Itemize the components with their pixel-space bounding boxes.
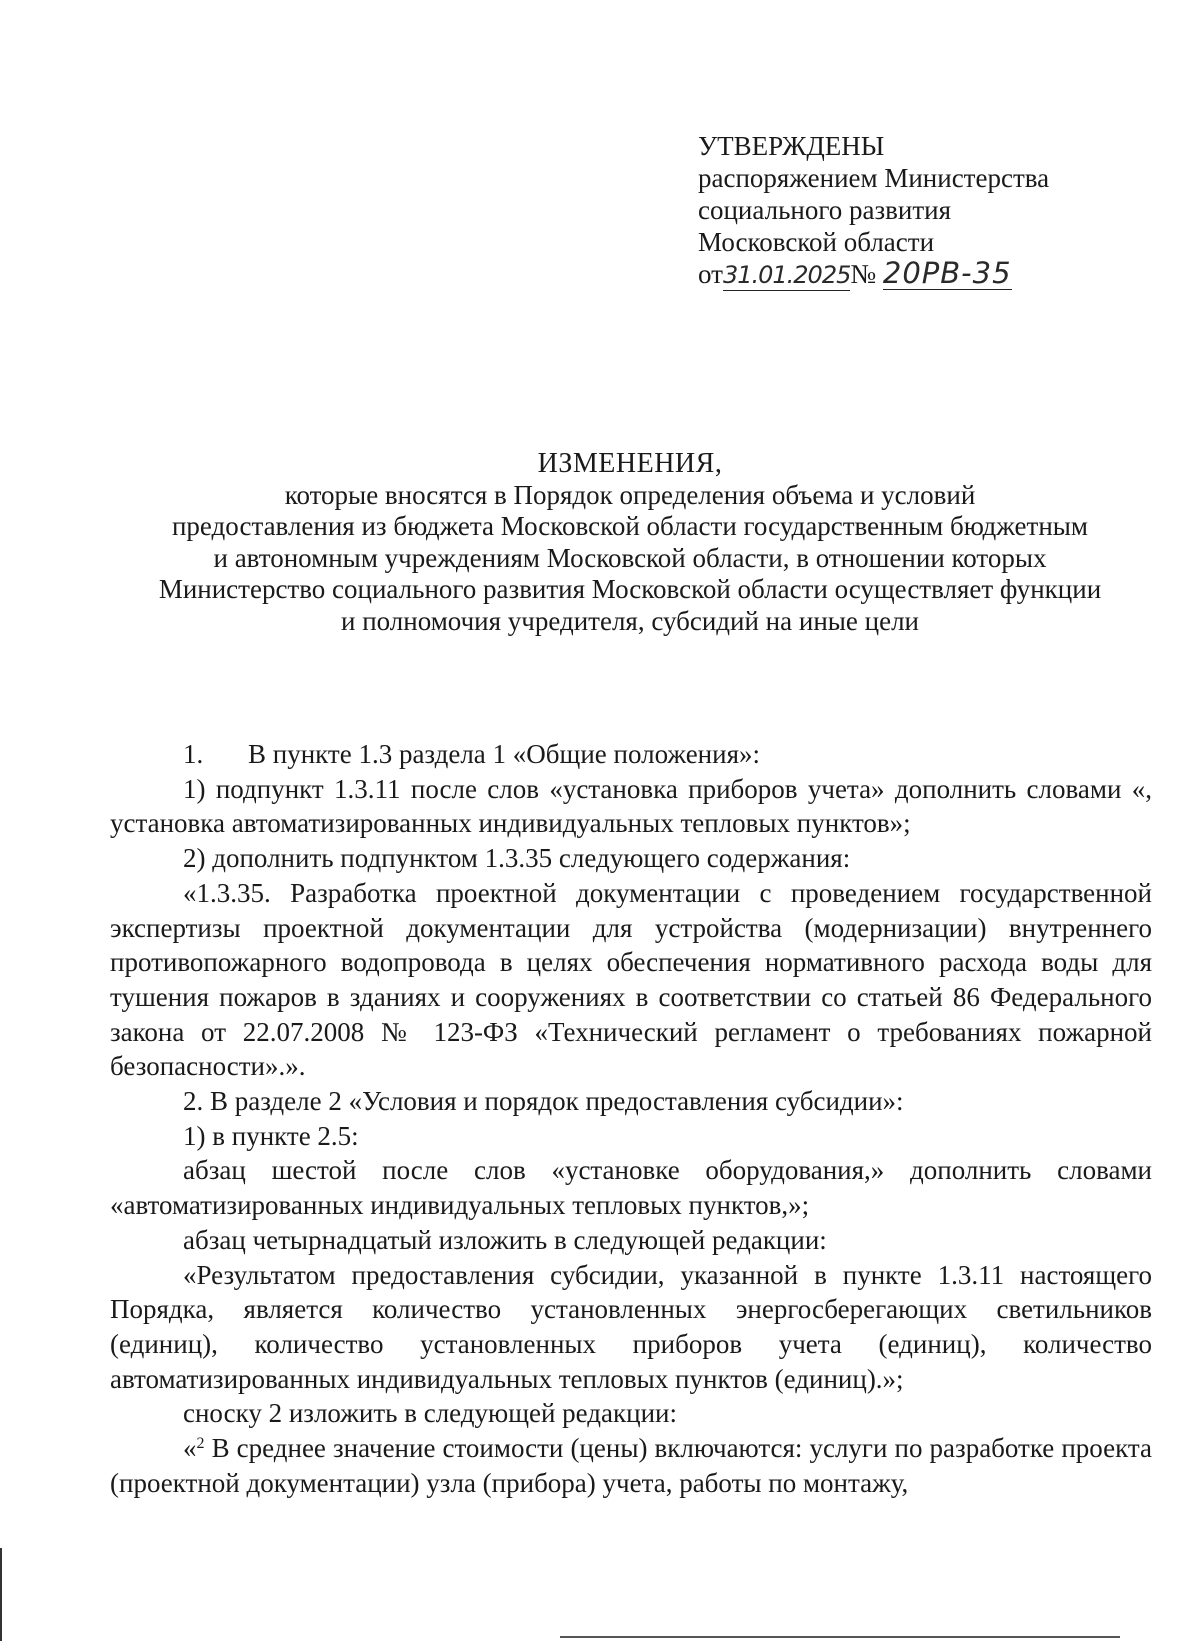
approval-line-region: Московской области: [698, 227, 935, 257]
title-line-4: Министерство социального развития Московской области осуществляет функции: [158, 574, 1102, 604]
scan-bottom-line: [560, 1636, 1120, 1638]
paragraph-8: абзац четырнадцатый изложить в следующей редакции:: [183, 1224, 827, 1255]
paragraph-11: [110, 1431, 1152, 1500]
item-number: 1.: [183, 739, 204, 769]
approval-heading: УТВЕРЖДЕНЫ: [698, 131, 885, 161]
paragraph-5: 2. В разделе 2 «Условия и порядок предоставления субсидии»:: [183, 1086, 904, 1117]
approval-stamp-block: [698, 130, 1049, 291]
paragraph-10: сноску 2 изложить в следующей редакции:: [183, 1398, 677, 1429]
approval-date-number-line: [698, 258, 1049, 291]
title-line-2: предоставления из бюджета Московской области государственным бюджетным: [171, 511, 1089, 541]
title-line-3: и автономным учреждениям Московской области, в отношении которых: [213, 542, 1047, 573]
title-line-5: и полномочия учредителя, субсидий на иные цели: [341, 605, 919, 636]
document-body: [110, 737, 1152, 1500]
quote-open: «: [183, 1433, 197, 1464]
paragraph-3: 2) дополнить подпунктом 1.3.35 следующего содержания:: [183, 843, 851, 874]
document-heading: ИЗМЕНЕНИЯ,: [537, 448, 723, 479]
footnote-marker: 2: [196, 1435, 205, 1453]
paragraph-9: «Результатом предоставления субсидии, указанной в пункте 1.3.11 настоящего Порядка, является количество установленных энергосберегающих светильников (единиц), количество установленных приборов учета (единиц), количество автоматизированных индивидуальных тепловых пунктов (единиц).»;: [110, 1259, 1152, 1394]
handwritten-number: 20РВ-35: [882, 256, 1012, 290]
document-title-block: [110, 448, 1150, 637]
date-underline: [723, 259, 850, 291]
paragraph-7: абзац шестой после слов «установке оборудования,» дополнить словами «автоматизированных индивидуальных тепловых пунктов,»;: [110, 1155, 1152, 1221]
paragraph-6: 1) в пункте 2.5:: [183, 1120, 359, 1151]
paragraph-4: «1.3.35. Разработка проектной документации с проведением государственной экспертизы проектной документации для устройства (модернизации) внутреннего противопожарного водопровода в целях обеспечения нормативного расхода воды для тушения пожаров в зданиях и сооружениях в соответствии со статьей 86 Федерального закона от 22.07.2008 № 123-ФЗ «Технический регламент о требованиях пожарной безопасности».».: [110, 877, 1152, 1082]
approval-line-social: социального развития: [698, 195, 952, 225]
scan-edge-line: [0, 1548, 2, 1641]
date-prefix: от: [698, 259, 723, 289]
footnote-text: В среднее значение стоимости (цены) включаются: услуги по разработке проекта (проектной документации) узла (прибора) учета, работы по монтажу,: [110, 1433, 1152, 1498]
title-line-1: которые вносятся в Порядок определения объема и условий: [284, 479, 976, 510]
paragraph-1: [110, 737, 1152, 772]
approval-line-ministry: распоряжением Министерства: [698, 163, 1050, 193]
item-text: В пункте 1.3 раздела 1 «Общие положения»:: [248, 739, 760, 769]
number-underline: [883, 258, 1012, 290]
paragraph-2: 1) подпункт 1.3.11 после слов «установка приборов учета» дополнить словами «, установка автоматизированных индивидуальных тепловых пунктов»;: [110, 773, 1152, 839]
number-sign: №: [850, 259, 877, 289]
handwritten-date: 31.01.2025: [722, 261, 851, 289]
